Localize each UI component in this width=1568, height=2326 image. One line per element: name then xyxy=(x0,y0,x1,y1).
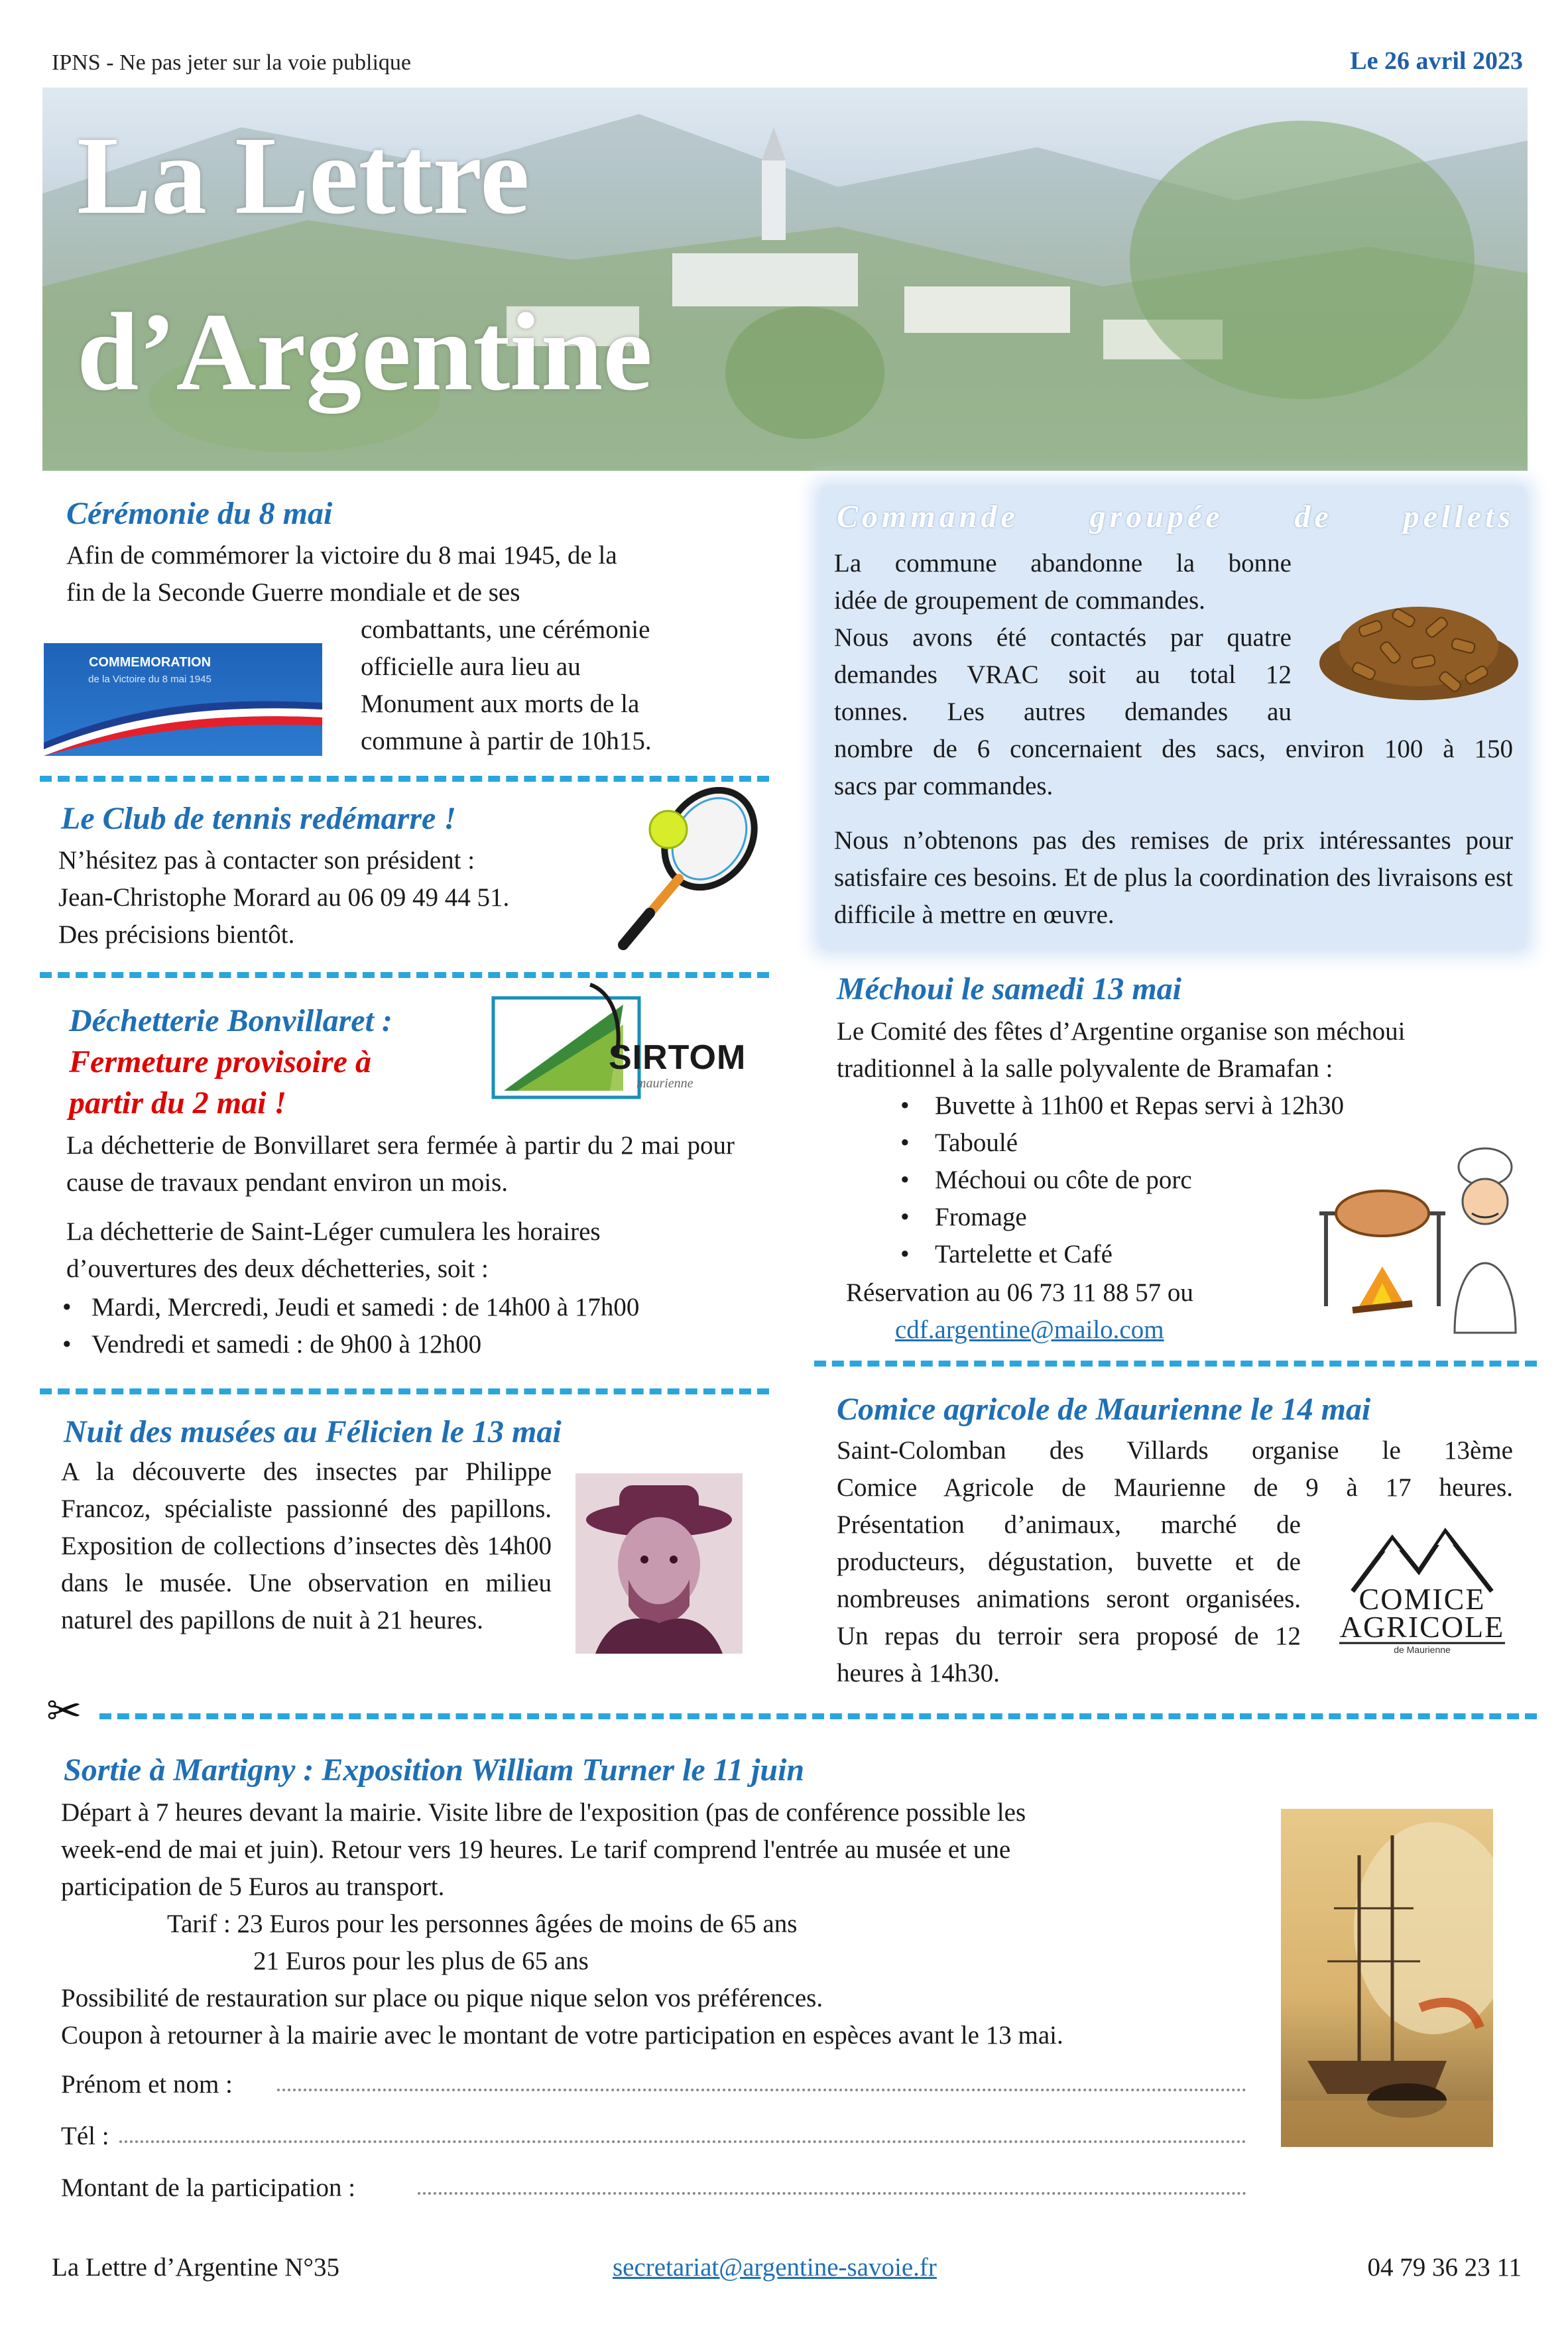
sortie-line5: Coupon à retourner à la mairie avec le montant de votre participation en espèces avant le 13 mai. xyxy=(61,2021,1063,2050)
dechetterie-title: Déchetterie Bonvillaret : xyxy=(69,1003,392,1038)
mechoui-title: Méchoui le samedi 13 mai xyxy=(837,971,1181,1007)
comice-line1: Saint-Colomban des Villards organise le 13ème xyxy=(837,1436,1513,1465)
mechoui-intro: Le Comité des fêtes d’Argentine organise son méchoui traditionnel à la salle polyvalente de Bramafan : xyxy=(837,1017,1406,1083)
comice-line2: Comice Agricole de Maurienne de 9 à 17 heures. xyxy=(837,1473,1513,1502)
sortie-line2: week-end de mai et juin). Retour vers 19 heures. Le tarif comprend l'entrée au musée et une xyxy=(61,1835,1011,1864)
tricolor-ribbon xyxy=(44,643,322,756)
sortie-line3: participation de 5 Euros au transport. xyxy=(61,1872,445,1901)
ceremonie-title: Cérémonie du 8 mai xyxy=(66,496,333,531)
dechetterie-para2: La déchetterie de Saint-Léger cumulera les horaires d’ouvertures des deux déchetteries, soit : xyxy=(66,1217,601,1283)
menu-item: • Taboulé xyxy=(895,1125,1439,1162)
comice-title: Comice agricole de Maurienne le 14 mai xyxy=(837,1392,1371,1427)
field-tel-input[interactable] xyxy=(119,2140,1246,2143)
sortie-line4: Possibilité de restauration sur place ou pique nique selon vos préférences. xyxy=(61,1984,823,2012)
dechetterie-closure-line1: Fermeture provisoire à xyxy=(69,1044,371,1079)
commemoration-banner xyxy=(44,643,322,756)
field-name-label: Prénom et nom : xyxy=(61,2070,233,2099)
sortie-line1: Départ à 7 heures devant la mairie. Visite libre de l'exposition (pas de conférence possible les xyxy=(61,1798,1026,1827)
comice-agricole-logo xyxy=(1319,1518,1525,1658)
pellets-line2: idée de groupement de commandes. xyxy=(834,586,1205,615)
divider-left-1 xyxy=(40,776,769,782)
menu-item: • Tartelette et Café xyxy=(895,1236,1439,1273)
sortie-tarif1: Tarif : 23 Euros pour les personnes âgées de moins de 65 ans xyxy=(167,1910,798,1938)
issue-date: Le 26 avril 2023 xyxy=(1350,47,1523,75)
turner-painting xyxy=(1281,1809,1493,2147)
ceremonie-line2: fin de la Seconde Guerre mondiale et de ses xyxy=(66,578,520,607)
pellets-line7: sacs par commandes. xyxy=(834,772,1054,800)
divider-left-2 xyxy=(40,972,769,978)
tennis-racket-icon xyxy=(610,786,769,958)
ipns-notice: IPNS - Ne pas jeter sur la voie publique xyxy=(52,50,411,75)
scissors-icon: ✂ xyxy=(46,1687,82,1736)
felicien-portrait xyxy=(575,1473,743,1654)
pellets-title: Commande groupée de pellets xyxy=(837,499,1514,534)
chef-roasting-icon xyxy=(1306,1140,1525,1339)
comice-logo-line3: de Maurienne xyxy=(1394,1644,1451,1655)
sirtom-logo-text: SIRTOM xyxy=(609,1038,747,1077)
dechetterie-hours-list xyxy=(57,1289,747,1363)
field-amount-input[interactable] xyxy=(418,2192,1246,2195)
coupon-cut-line xyxy=(99,1713,1537,1719)
ceremonie-line5: Monument aux morts de la xyxy=(361,690,640,718)
banner-subtitle: de la Victoire du 8 mai 1945 xyxy=(88,674,211,685)
ceremonie-line3: combattants, une cérémonie xyxy=(361,615,650,644)
sortie-tarif2: 21 Euros pour les plus de 65 ans xyxy=(253,1947,589,1975)
ceremonie-line4: officielle aura lieu au xyxy=(361,652,581,681)
field-tel-label: Tél : xyxy=(61,2122,109,2150)
mechoui-reservation: Réservation au 06 73 11 88 57 ou xyxy=(846,1278,1193,1307)
pellets-para2: Nous n’obtenons pas des remises de prix intéressantes pour satisfaire ces besoins. Et de plus la coordination des livraisons est difficile à mettre en œuvre. xyxy=(834,826,1513,929)
pellets-line4: demandes VRAC soit au total 12 xyxy=(834,660,1292,689)
pellets-line6: nombre de 6 concernaient des sacs, environ 100 à 150 xyxy=(834,735,1513,763)
dechetterie-closure-line2: partir du 2 mai ! xyxy=(69,1085,287,1121)
field-amount-label: Montant de la participation : xyxy=(61,2173,356,2202)
divider-right-1 xyxy=(814,1361,1537,1367)
dechetterie-para1: La déchetterie de Bonvillaret sera fermée à partir du 2 mai pour cause de travaux pendant environ un mois. xyxy=(66,1131,735,1197)
pellets-line5: tonnes. Les autres demandes au xyxy=(834,698,1292,726)
comice-logo-line2: AGRICOLE xyxy=(1339,1610,1505,1644)
comice-rest: Présentation d’animaux, marché de producteurs, dégustation, buvette et de nombreuses animations seront organisées. Un repas du terroir sera proposé de 12 heures à 14h30. xyxy=(837,1510,1301,1687)
header-banner xyxy=(42,88,1528,471)
ceremonie-line1: Afin de commémorer la victoire du 8 mai 1945, de la xyxy=(66,541,617,570)
menu-item: • Méchoui ou côte de porc xyxy=(895,1162,1439,1199)
menu-item: • Fromage xyxy=(895,1199,1439,1236)
sirtom-logo xyxy=(491,978,747,1111)
nuit-text: A la découverte des insectes par Philippe Francoz, spécialiste passionné des papillons. Exposition de collections d’insectes dès 14h00 dans le musée. Une observation en milieu naturel des papillons de nuit à 21 heures. xyxy=(61,1457,552,1634)
field-name-input[interactable] xyxy=(277,2089,1246,2091)
newsletter-title-line1: La Lettre xyxy=(77,114,530,237)
footer-issue: La Lettre d’Argentine N°35 xyxy=(52,2253,339,2282)
ceremonie-line6: commune à partir de 10h15. xyxy=(361,727,652,755)
pellets-line1: La commune abandonne la bonne xyxy=(834,549,1292,578)
nuit-title: Nuit des musées au Félicien le 13 mai xyxy=(64,1414,562,1449)
pellets-line3: Nous avons été contactés par quatre xyxy=(834,623,1292,652)
banner-title: COMMEMORATION xyxy=(88,655,211,670)
tennis-title: Le Club de tennis redémarre ! xyxy=(61,801,456,836)
menu-item: • Buvette à 11h00 et Repas servi à 12h30 xyxy=(895,1087,1439,1125)
divider-left-3 xyxy=(40,1388,769,1394)
footer-phone: 04 79 36 23 11 xyxy=(1367,2253,1522,2282)
tennis-line3: Des précisions bientôt. xyxy=(58,920,295,949)
sortie-title: Sortie à Martigny : Exposition William Turner le 11 juin xyxy=(64,1752,805,1788)
tennis-line1: N’hésitez pas à contacter son président : xyxy=(58,846,475,875)
comice-logo-line1: COMICE xyxy=(1358,1582,1486,1616)
mechoui-email-link[interactable]: cdf.argentine@mailo.com xyxy=(895,1316,1164,1344)
hours-item: • Vendredi et samedi : de 9h00 à 12h00 xyxy=(57,1326,747,1363)
newsletter-title-line2: d’Argentine xyxy=(77,290,652,414)
footer-email-link[interactable]: secretariat@argentine-savoie.fr xyxy=(613,2253,937,2282)
wood-pellets-image xyxy=(1313,583,1525,703)
tennis-line2: Jean-Christophe Morard au 06 09 49 44 51. xyxy=(58,883,510,912)
hours-item: • Mardi, Mercredi, Jeudi et samedi : de 14h00 à 17h00 xyxy=(57,1289,747,1326)
sirtom-logo-sub: maurienne xyxy=(636,1076,694,1091)
